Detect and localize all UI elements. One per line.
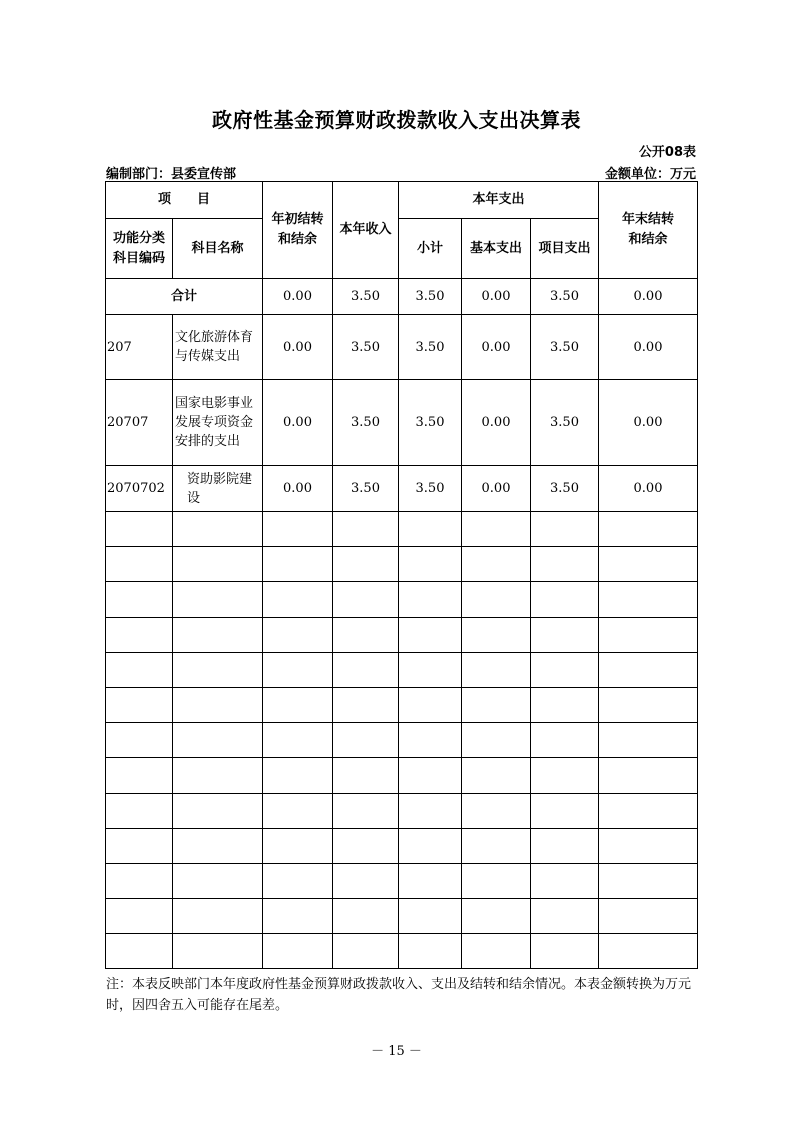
empty-cell <box>263 547 333 582</box>
row-end: 0.00 <box>599 315 698 380</box>
empty-cell <box>599 547 698 582</box>
empty-cell <box>333 758 399 793</box>
empty-cell <box>531 758 599 793</box>
empty-cell <box>462 687 531 722</box>
empty-cell <box>462 758 531 793</box>
empty-cell <box>599 899 698 934</box>
table-row <box>106 380 698 466</box>
row-project: 3.50 <box>531 466 599 512</box>
empty-cell <box>462 723 531 758</box>
empty-cell <box>106 617 173 652</box>
empty-cell <box>462 652 531 687</box>
empty-cell <box>531 934 599 969</box>
empty-cell <box>333 828 399 863</box>
row-subtotal: 3.50 <box>399 380 462 466</box>
empty-cell <box>531 582 599 617</box>
empty-rows <box>106 512 698 969</box>
row-income: 3.50 <box>333 466 399 512</box>
empty-cell <box>599 758 698 793</box>
empty-cell <box>263 582 333 617</box>
empty-table-row <box>106 512 698 547</box>
table-row <box>106 315 698 380</box>
empty-cell <box>462 547 531 582</box>
empty-cell <box>263 512 333 547</box>
empty-cell <box>462 863 531 898</box>
empty-cell <box>263 687 333 722</box>
header-end-balance: 年末结转 和结余 <box>599 182 698 279</box>
total-subtotal: 3.50 <box>399 279 462 315</box>
empty-table-row <box>106 617 698 652</box>
header-func-code: 功能分类 科目编码 <box>106 219 173 279</box>
empty-cell <box>399 899 462 934</box>
header-item: 项 目 <box>106 182 263 219</box>
empty-cell <box>106 899 173 934</box>
empty-cell <box>599 863 698 898</box>
empty-cell <box>263 652 333 687</box>
empty-cell <box>173 582 263 617</box>
total-income: 3.50 <box>333 279 399 315</box>
empty-cell <box>462 828 531 863</box>
empty-cell <box>333 652 399 687</box>
row-end: 0.00 <box>599 380 698 466</box>
empty-cell <box>106 793 173 828</box>
empty-cell <box>173 899 263 934</box>
total-end: 0.00 <box>599 279 698 315</box>
empty-cell <box>399 687 462 722</box>
row-name: 文化旅游体育与传媒支出 <box>173 315 263 380</box>
empty-cell <box>399 547 462 582</box>
row-subtotal: 3.50 <box>399 466 462 512</box>
empty-cell <box>106 652 173 687</box>
empty-table-row <box>106 934 698 969</box>
header-begin-balance: 年初结转 和结余 <box>263 182 333 279</box>
empty-cell <box>263 723 333 758</box>
empty-cell <box>531 828 599 863</box>
empty-cell <box>531 512 599 547</box>
empty-cell <box>399 723 462 758</box>
empty-cell <box>333 512 399 547</box>
empty-cell <box>333 934 399 969</box>
empty-cell <box>106 863 173 898</box>
empty-cell <box>599 687 698 722</box>
empty-cell <box>263 758 333 793</box>
empty-table-row <box>106 793 698 828</box>
empty-cell <box>399 512 462 547</box>
row-basic: 0.00 <box>462 380 531 466</box>
empty-cell <box>399 582 462 617</box>
row-project: 3.50 <box>531 315 599 380</box>
empty-cell <box>599 652 698 687</box>
header-basic-expense: 基本支出 <box>462 219 531 279</box>
empty-cell <box>173 617 263 652</box>
empty-cell <box>263 828 333 863</box>
empty-cell <box>462 582 531 617</box>
header-subject-name: 科目名称 <box>173 219 263 279</box>
row-begin: 0.00 <box>263 315 333 380</box>
empty-cell <box>531 547 599 582</box>
empty-cell <box>399 652 462 687</box>
row-code: 2070702 <box>106 466 173 512</box>
table-row <box>106 466 698 512</box>
empty-cell <box>263 617 333 652</box>
empty-cell <box>462 934 531 969</box>
empty-cell <box>531 899 599 934</box>
total-begin: 0.00 <box>263 279 333 315</box>
empty-cell <box>173 512 263 547</box>
row-begin: 0.00 <box>263 466 333 512</box>
empty-cell <box>462 512 531 547</box>
total-label: 合计 <box>106 279 263 315</box>
department-label: 编制部门：县委宣传部 <box>106 167 237 182</box>
empty-cell <box>599 512 698 547</box>
empty-cell <box>106 934 173 969</box>
empty-cell <box>399 934 462 969</box>
row-project: 3.50 <box>531 380 599 466</box>
table-note: 注：本表反映部门本年度政府性基金预算财政拨款收入、支出及结转和结余情况。本表金额转换为万元时，因四舍五入可能存在尾差。 <box>106 977 692 1013</box>
header-expense: 本年支出 <box>399 182 599 219</box>
row-name: 资助影院建设 <box>173 466 263 512</box>
header-subtotal: 小计 <box>399 219 462 279</box>
empty-cell <box>399 758 462 793</box>
empty-cell <box>106 723 173 758</box>
empty-cell <box>333 793 399 828</box>
empty-cell <box>106 547 173 582</box>
empty-cell <box>599 828 698 863</box>
empty-cell <box>599 793 698 828</box>
empty-cell <box>106 512 173 547</box>
empty-table-row <box>106 652 698 687</box>
total-project: 3.50 <box>531 279 599 315</box>
row-subtotal: 3.50 <box>399 315 462 380</box>
empty-table-row <box>106 723 698 758</box>
page-title: 政府性基金预算财政拨款收入支出决算表 <box>212 108 581 132</box>
empty-cell <box>599 617 698 652</box>
row-basic: 0.00 <box>462 466 531 512</box>
empty-cell <box>106 758 173 793</box>
page-number: － 15 － <box>371 1044 422 1059</box>
empty-cell <box>263 934 333 969</box>
empty-cell <box>531 793 599 828</box>
row-name: 国家电影事业发展专项资金安排的支出 <box>173 380 263 466</box>
form-code: 公开08表 <box>638 145 696 160</box>
row-income: 3.50 <box>333 315 399 380</box>
empty-cell <box>173 687 263 722</box>
empty-table-row <box>106 863 698 898</box>
empty-cell <box>531 687 599 722</box>
empty-cell <box>462 617 531 652</box>
empty-cell <box>333 899 399 934</box>
unit-label: 金额单位：万元 <box>604 167 696 182</box>
empty-table-row <box>106 582 698 617</box>
empty-cell <box>333 547 399 582</box>
row-code: 207 <box>106 315 173 380</box>
empty-cell <box>531 723 599 758</box>
final-accounts-table <box>105 181 698 969</box>
empty-cell <box>531 652 599 687</box>
row-code: 20707 <box>106 380 173 466</box>
empty-cell <box>462 793 531 828</box>
empty-cell <box>531 863 599 898</box>
row-basic: 0.00 <box>462 315 531 380</box>
empty-cell <box>173 793 263 828</box>
empty-cell <box>173 547 263 582</box>
empty-cell <box>399 793 462 828</box>
empty-cell <box>399 617 462 652</box>
empty-cell <box>399 863 462 898</box>
empty-cell <box>173 934 263 969</box>
empty-cell <box>531 617 599 652</box>
empty-cell <box>263 899 333 934</box>
row-begin: 0.00 <box>263 380 333 466</box>
empty-cell <box>333 582 399 617</box>
empty-cell <box>173 723 263 758</box>
row-income: 3.50 <box>333 380 399 466</box>
total-basic: 0.00 <box>462 279 531 315</box>
row-end: 0.00 <box>599 466 698 512</box>
total-row <box>106 279 698 315</box>
empty-cell <box>173 863 263 898</box>
empty-cell <box>333 687 399 722</box>
empty-table-row <box>106 899 698 934</box>
empty-cell <box>333 863 399 898</box>
header-project-expense: 项目支出 <box>531 219 599 279</box>
empty-cell <box>599 723 698 758</box>
empty-cell <box>333 723 399 758</box>
empty-cell <box>106 687 173 722</box>
empty-cell <box>173 758 263 793</box>
empty-cell <box>263 863 333 898</box>
empty-cell <box>399 828 462 863</box>
empty-cell <box>106 582 173 617</box>
empty-cell <box>263 793 333 828</box>
empty-cell <box>173 828 263 863</box>
empty-cell <box>173 652 263 687</box>
empty-cell <box>333 617 399 652</box>
empty-table-row <box>106 547 698 582</box>
empty-cell <box>462 899 531 934</box>
empty-cell <box>599 582 698 617</box>
empty-table-row <box>106 687 698 722</box>
header-income: 本年收入 <box>333 182 399 279</box>
empty-table-row <box>106 828 698 863</box>
empty-cell <box>106 828 173 863</box>
empty-table-row <box>106 758 698 793</box>
empty-cell <box>599 934 698 969</box>
